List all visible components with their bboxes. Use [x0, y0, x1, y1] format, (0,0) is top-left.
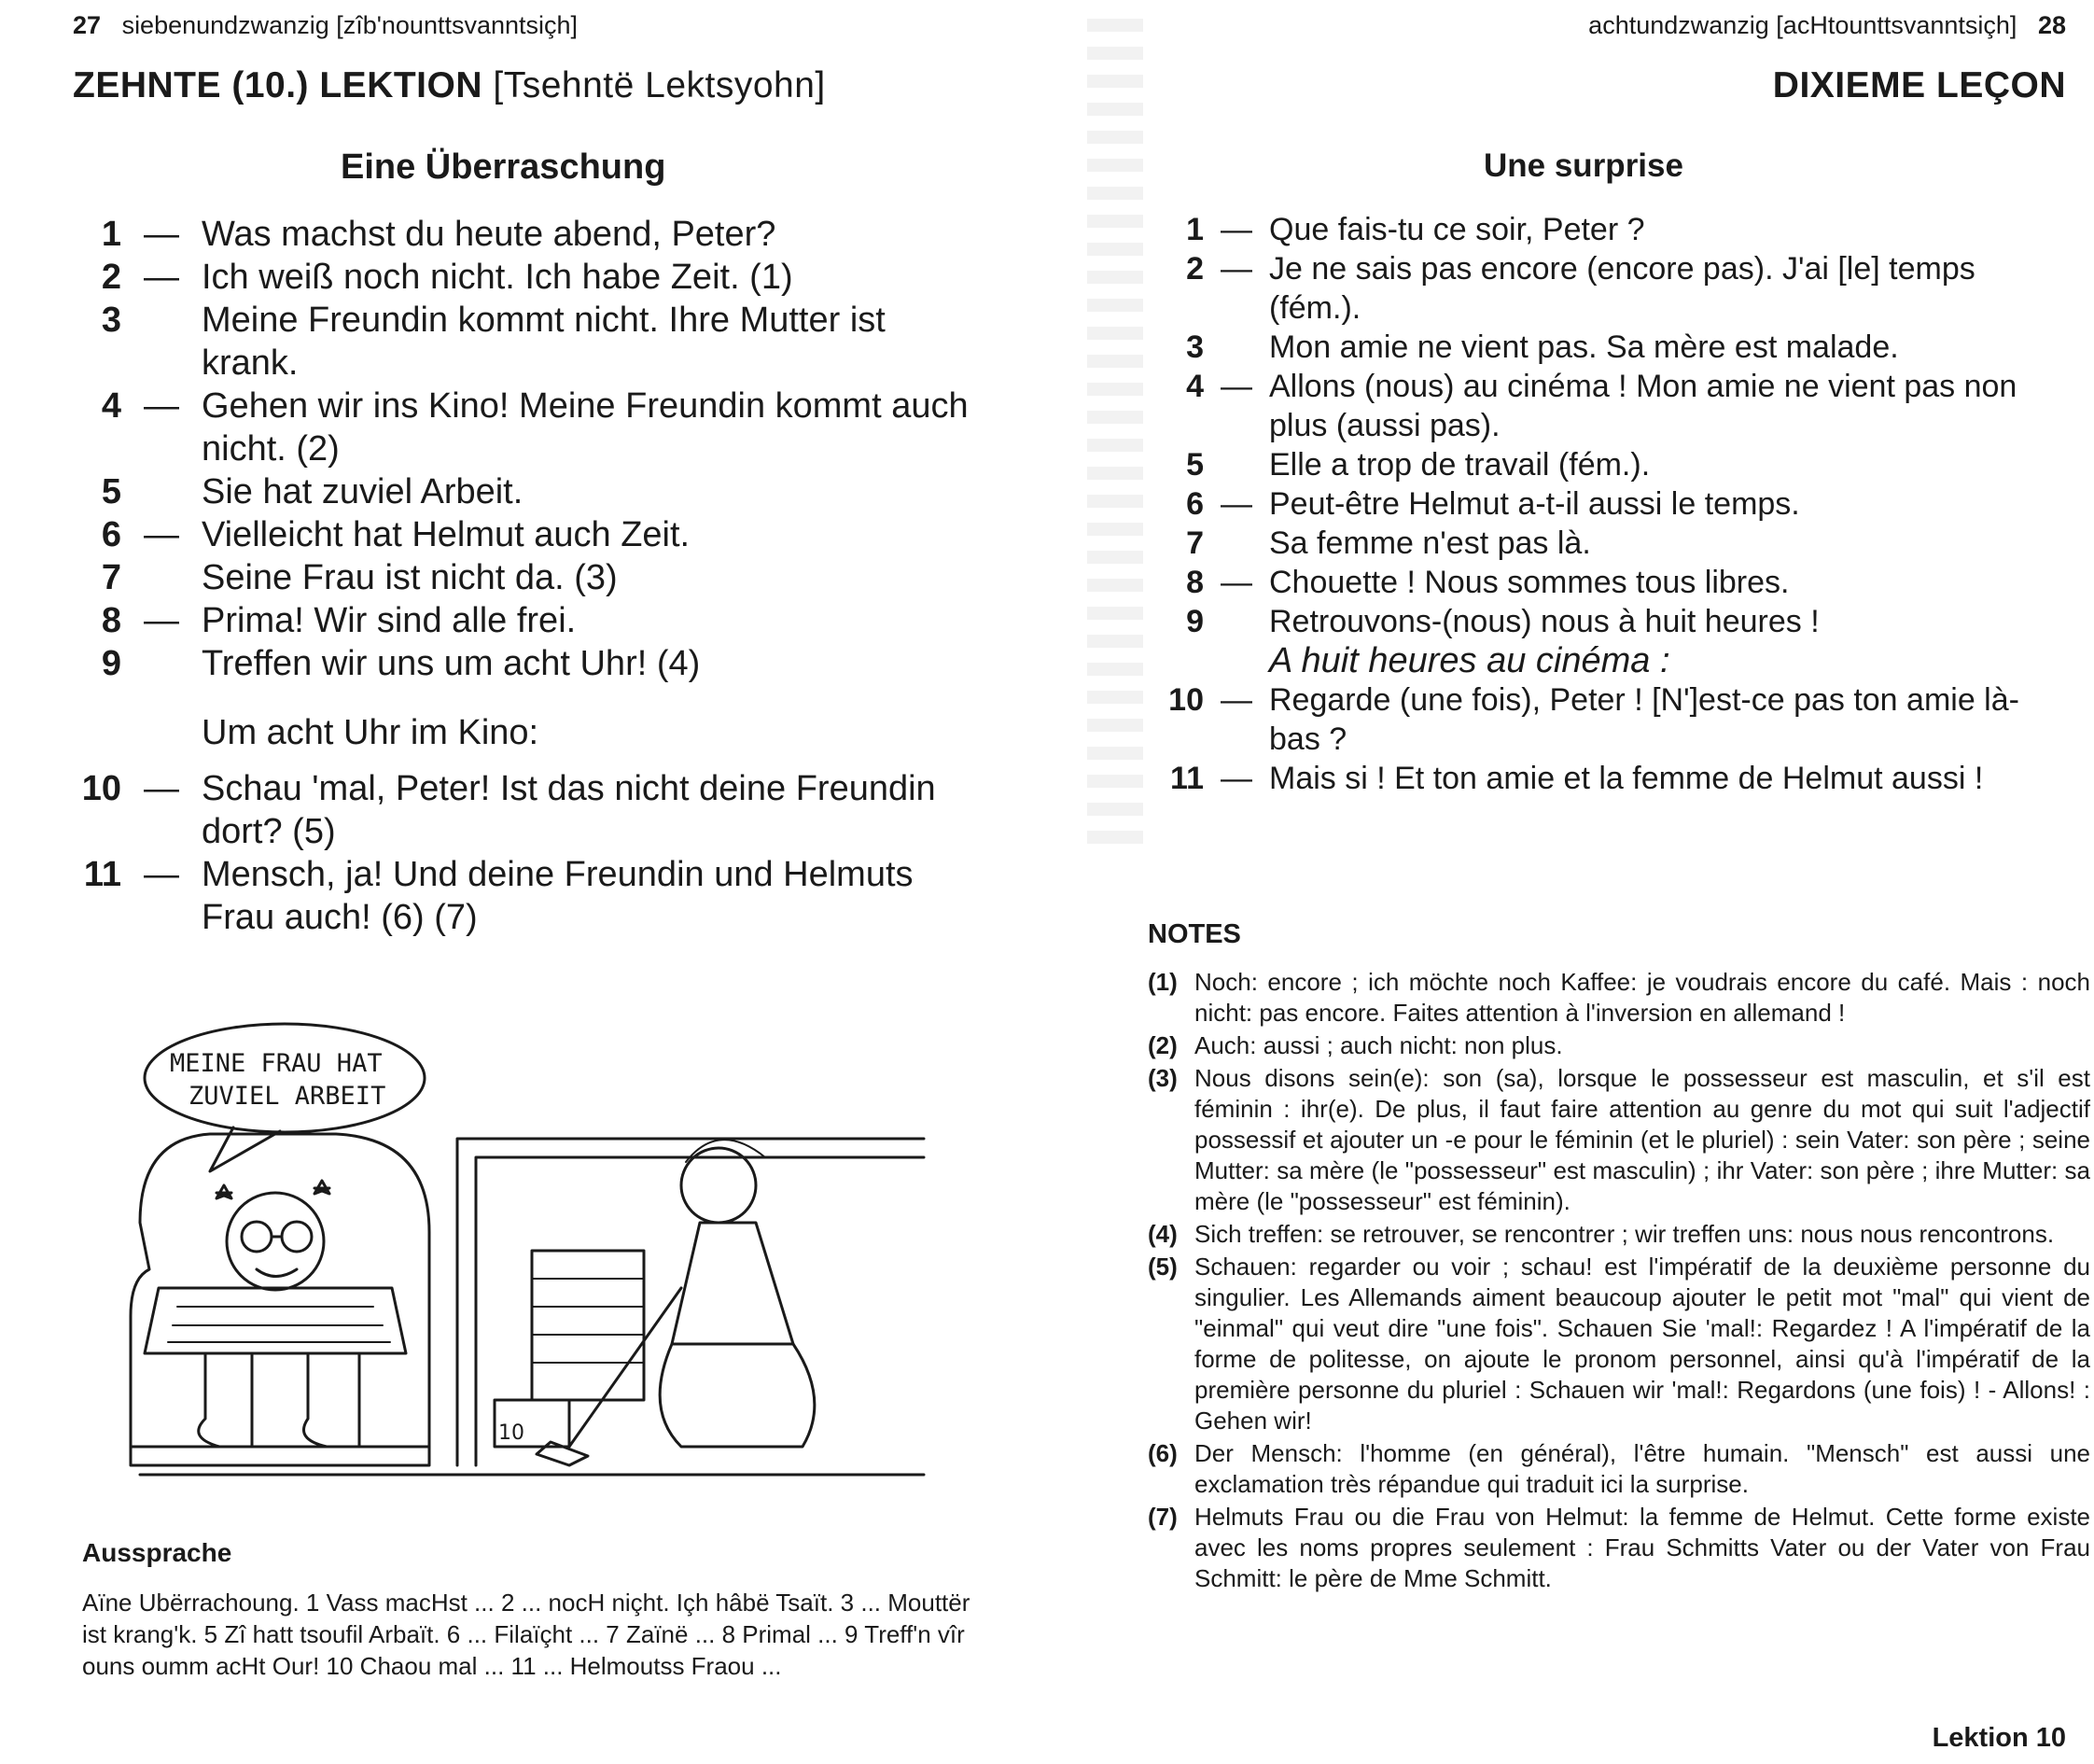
line-number: 3 — [1186, 329, 1204, 365]
page-number-words: achtundzwanzig [acHtounttsvanntsiçh] — [1588, 11, 2017, 39]
dialogue-subheading: Um acht Uhr im Kino: — [202, 713, 539, 752]
line-dash: — — [144, 515, 179, 554]
dialogue-line — [1148, 759, 2053, 798]
note-number: (2) — [1148, 1031, 1178, 1059]
bubble-text-line2: ZUVIEL ARBEIT — [188, 1082, 386, 1111]
line-text: Peut-être Helmut a-t-il aussi le temps. — [1269, 486, 1800, 522]
speech-bubble — [145, 1024, 425, 1132]
line-number: 1 — [1186, 212, 1204, 247]
page-number: 27 — [73, 11, 102, 39]
dialogue-line — [73, 853, 987, 939]
woman-skirt — [660, 1344, 815, 1447]
pronunciation-text: Aïne Ubërrachoung. 1 Vass macHst ... 2 ... nocH niçht. Içh hâbë Tsaït. 3 ... Mouttër ist krang'k. 5 Zî hatt tsoufil Arbaït. 6 ... Filaïçht ... 7 Zaïnë ... 8 Primal ... 9 Treff'n vîr ouns oumm acHt Our! 10 Chaou mal ... 11 ... Helmoutss Fraou ... — [82, 1589, 970, 1680]
note-number: (5) — [1148, 1253, 1178, 1281]
line-dash: — — [1221, 761, 1252, 796]
bubble-text-line1: MEINE FRAU HAT — [170, 1049, 383, 1078]
dialogue-subheading: A huit heures au cinéma : — [1269, 641, 1670, 680]
line-dash — [121, 642, 202, 685]
page-number-words: siebenundzwanzig [zîb'nounttsvanntsiçh] — [121, 11, 579, 39]
notes-title: NOTES — [1148, 919, 1241, 949]
note-item — [1148, 1502, 2090, 1594]
dialogue-title: Une surprise — [1484, 147, 1683, 184]
dialogue-line — [73, 470, 987, 513]
line-number: 6 — [101, 515, 121, 554]
notes-section — [1148, 919, 2090, 1596]
dialogue-line — [1148, 602, 2053, 641]
line-dash — [121, 470, 202, 513]
line-text: Ich weiß noch nicht. Ich habe Zeit. (1) — [202, 258, 793, 297]
line-number: 7 — [1186, 525, 1204, 561]
line-number: 11 — [83, 855, 121, 894]
line-dash: — — [144, 601, 179, 640]
star-icon — [216, 1185, 231, 1198]
line-number: 7 — [101, 558, 121, 597]
lesson-title-pronunciation: [Tsehntë Lektsyohn] — [493, 65, 826, 105]
lesson-title-main: ZEHNTE (10.) LEKTION — [73, 65, 483, 105]
page-number: 28 — [2037, 11, 2066, 39]
note-number: (6) — [1148, 1439, 1178, 1467]
note-item — [1148, 1438, 2090, 1500]
dialogue-line — [73, 513, 987, 556]
note-item — [1148, 1063, 2090, 1217]
line-dash: — — [1221, 251, 1252, 287]
note-item — [1148, 1030, 2090, 1061]
note-number: (3) — [1148, 1064, 1178, 1092]
dialogue-line — [73, 299, 987, 385]
line-dash: — — [144, 769, 179, 808]
lesson-title: DIXIEME LEÇON — [1772, 65, 2066, 105]
line-dash: — — [144, 386, 179, 426]
note-text: Noch: encore ; ich möchte noch Kaffee: je voudrais encore du café. Mais : noch nicht: pas encore. Faites attention à l'inversion en allemand ! — [1194, 968, 2090, 1027]
dialogue-line — [73, 599, 987, 642]
line-text: Chouette ! Nous sommes tous libres. — [1269, 565, 1790, 600]
line-dash: — — [1221, 369, 1252, 404]
line-dash: — — [1221, 212, 1252, 247]
line-dash: — — [144, 215, 179, 254]
dialogue-line — [73, 556, 987, 599]
dialogue-line — [1148, 367, 2053, 445]
note-text: Auch: aussi ; auch nicht: non plus. — [1194, 1031, 1563, 1059]
line-text: Schau 'mal, Peter! Ist das nicht deine Freundin dort? (5) — [202, 769, 936, 851]
line-text: Gehen wir ins Kino! Meine Freundin kommt auch nicht. (2) — [202, 386, 969, 469]
note-number: (1) — [1148, 968, 1178, 996]
star-icon — [314, 1181, 329, 1194]
line-text: Sa femme n'est pas là. — [1269, 525, 1591, 561]
line-text: Vielleicht hat Helmut auch Zeit. — [202, 515, 691, 554]
dialogue-line — [1148, 680, 2053, 759]
line-number: 8 — [101, 601, 121, 640]
line-number: 11 — [1170, 761, 1204, 796]
dialogue-line — [73, 256, 987, 299]
line-text: Mon amie ne vient pas. Sa mère est malade. — [1269, 329, 1899, 365]
line-text: Prima! Wir sind alle frei. — [202, 601, 577, 640]
line-dash: — — [144, 258, 179, 297]
line-text: Sie hat zuviel Arbeit. — [202, 472, 524, 511]
line-dash: — — [144, 855, 179, 894]
line-text: Retrouvons-(nous) nous à huit heures ! — [1269, 604, 1820, 639]
woman-figure — [681, 1148, 756, 1223]
line-text: Was machst du heute abend, Peter? — [202, 215, 776, 254]
dialogue-line — [73, 767, 987, 853]
line-text: Mensch, ja! Und deine Freundin und Helmuts Frau auch! (6) (7) — [202, 855, 914, 937]
lesson-title — [73, 65, 826, 106]
note-text: Nous disons sein(e): son (sa), lorsque le possesseur est masculin, et s'il est féminin : ihr(e). De plus, il faut faire attention au genre du mot qui suit l'adjectif possessif et ajouter un -e pour le féminin (et le pluriel) : sein Vater: son père ; seine Mutter: sa mère (le "possesseur" est masculin) ; ihr Vater: son père ; ihre Mutter: sa mère (le "possesseur" est féminin). — [1194, 1064, 2090, 1215]
note-item — [1148, 967, 2090, 1029]
dialogue-line — [1148, 210, 2053, 249]
dialogue-line — [73, 213, 987, 256]
line-dash — [121, 299, 202, 385]
dialogue-line — [1148, 484, 2053, 524]
line-number: 10 — [1168, 682, 1204, 718]
line-number: 3 — [101, 301, 121, 340]
note-text: Helmuts Frau ou die Frau von Helmut: la femme de Helmut. Cette forme existe avec les noms propres seulement : Frau Schmitts Vater ou der Vater von Frau Schmitt: le père de Mme Schmitt. — [1194, 1503, 2090, 1592]
line-text: Meine Freundin kommt nicht. Ihre Mutter ist krank. — [202, 301, 886, 383]
cartoon-page-mark: 10 — [498, 1421, 524, 1445]
line-text: Je ne sais pas encore (encore pas). J'ai [le] temps (fém.). — [1269, 251, 1975, 326]
dialogue-line — [1148, 328, 2053, 367]
line-text: Que fais-tu ce soir, Peter ? — [1269, 212, 1645, 247]
note-item — [1148, 1252, 2090, 1436]
dialogue-line — [1148, 445, 2053, 484]
dialogue-line — [1148, 563, 2053, 602]
right-page-header — [1588, 11, 2066, 40]
line-number: 9 — [101, 644, 121, 683]
line-text: Mais si ! Et ton amie et la femme de Helmut aussi ! — [1269, 761, 1984, 796]
note-text: Schauen: regarder ou voir ; schau! est l'impératif de la deuxième personne du singulier. Les Allemands aiment beaucoup ajouter le petit mot "mal" qui vient de "einmal" qui veut dire "une fois". Schauen Sie 'mal!: Regardez ! A l'impératif de la forme de politesse, on ajoute le pronom personnel, ainsi qu'à l'impératif de la première personne du pluriel : Schauen wir 'mal!: Regardons (une fois) ! - Allons! : Gehen wir! — [1194, 1253, 2090, 1435]
dialogue-line — [73, 642, 987, 685]
line-number: 6 — [1186, 486, 1204, 522]
page-footer: Lektion 10 — [1932, 1723, 2066, 1753]
line-number: 10 — [81, 769, 121, 808]
dialogue-line — [1148, 249, 2053, 328]
left-page — [0, 0, 1026, 1764]
line-number: 2 — [1186, 251, 1204, 287]
cartoon-illustration — [121, 1008, 942, 1484]
note-number: (4) — [1148, 1220, 1178, 1248]
line-dash — [1204, 524, 1269, 563]
left-page-header — [73, 11, 578, 40]
right-page — [1073, 0, 2094, 1764]
note-number: (7) — [1148, 1503, 1178, 1531]
line-dash — [1204, 328, 1269, 367]
line-dash — [1204, 445, 1269, 484]
newspaper — [145, 1288, 406, 1353]
line-dash: — — [1221, 565, 1252, 600]
line-number: 4 — [101, 386, 121, 426]
dish-stack — [532, 1251, 644, 1400]
note-item — [1148, 1219, 2090, 1250]
line-dash — [1204, 602, 1269, 641]
dialogue-translation — [1148, 210, 2053, 798]
line-number: 1 — [101, 215, 121, 254]
line-text: Seine Frau ist nicht da. (3) — [202, 558, 618, 597]
note-text: Der Mensch: l'homme (en général), l'être humain. "Mensch" est aussi une exclamation très répandue qui traduit ici la surprise. — [1194, 1439, 2090, 1498]
line-number: 8 — [1186, 565, 1204, 600]
line-text: Regarde (une fois), Peter ! [N']est-ce pas ton amie là-bas ? — [1269, 682, 2019, 757]
line-number: 5 — [101, 472, 121, 511]
line-dash: — — [1221, 486, 1252, 522]
line-text: Allons (nous) au cinéma ! Mon amie ne vient pas non plus (aussi pas). — [1269, 369, 2017, 443]
line-dash: — — [1221, 682, 1252, 718]
dialogue-line — [1148, 524, 2053, 563]
line-number: 4 — [1186, 369, 1204, 404]
line-number: 5 — [1186, 447, 1204, 483]
pronunciation-title: Aussprache — [82, 1538, 232, 1567]
dialogue — [73, 213, 987, 939]
doorway — [457, 1139, 924, 1465]
dialogue-line — [73, 385, 987, 470]
pronunciation-section — [82, 1538, 987, 1682]
note-text: Sich treffen: se retrouver, se rencontrer ; wir treffen uns: nous nous rencontrons. — [1194, 1220, 2055, 1248]
line-dash — [121, 556, 202, 599]
line-text: Elle a trop de travail (fém.). — [1269, 447, 1651, 483]
line-number: 2 — [101, 258, 121, 297]
line-number: 9 — [1186, 604, 1204, 639]
dialogue-title: Eine Überraschung — [341, 147, 666, 187]
line-text: Treffen wir uns um acht Uhr! (4) — [202, 644, 701, 683]
